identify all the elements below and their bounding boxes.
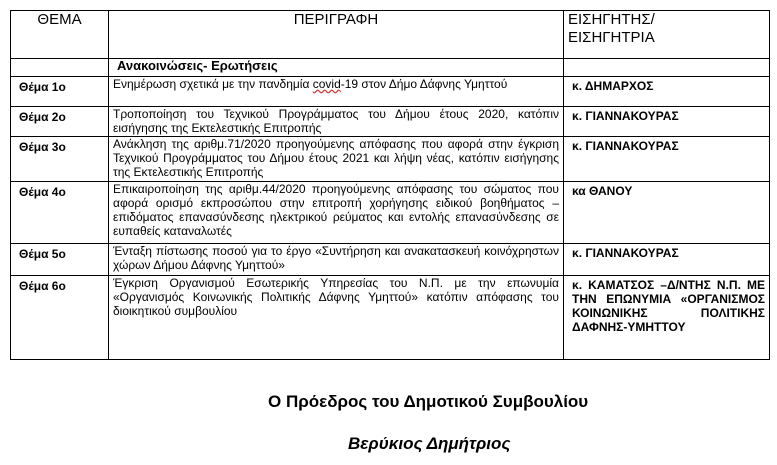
- item-rapporteur: κ. ΓΙΑΝΝΑΚΟΥΡΑΣ: [564, 137, 770, 182]
- item-description: Τροποποίηση του Τεχνικού Προγράμματος του Δήμου έτους 2020, κατόπιν εισήγησης της Εκτελεστικής Επιτροπής: [109, 107, 564, 137]
- section-title: Ανακοινώσεις- Ερωτήσεις: [109, 59, 564, 77]
- item-description-text: -19 στον Δήμο Δάφνης Υμηττού: [340, 77, 508, 91]
- section-row: [11, 59, 770, 77]
- signature-title: Ο Πρόεδρος του Δημοτικού Συμβουλίου: [268, 392, 589, 411]
- item-number: Θέμα 3ο: [11, 137, 109, 182]
- item-rapporteur: κα ΘΑΝΟΥ: [564, 182, 770, 244]
- header-rapporteur: [564, 11, 770, 59]
- item-description: Ανάκληση της αριθμ.71/2020 προηγούμενης απόφασης που αφορά στην έγκριση Τεχνικού Προγράμματος του Δήμου έτους 2021 και λήψη νέας, κατόπιν εισήγησης της Εκτελεστικής Επιτροπής: [109, 137, 564, 182]
- table-row: [11, 182, 770, 244]
- agenda-table: [10, 10, 770, 360]
- item-number: Θέμα 5ο: [11, 244, 109, 276]
- item-number: Θέμα 1ο: [11, 77, 109, 107]
- item-rapporteur: κ. ΓΙΑΝΝΑΚΟΥΡΑΣ: [564, 107, 770, 137]
- header-description: ΠΕΡΙΓΡΑΦΗ: [109, 11, 564, 59]
- signature-name: Βερύκιος Δημήτριος: [348, 434, 511, 453]
- item-number: Θέμα 6ο: [11, 276, 109, 360]
- item-description: Επικαιροποίηση της αριθμ.44/2020 προηγούμενης απόφασης του σώματος που αφορά ορισμό εκπροσώπου στην επιτροπή χορήγησης ειδικού βοηθήματος – επιδόματος επανασύνδεσης ηλεκτρικού ρεύματος και εντολής επανασύνδεσης σε ευπαθείς καταναλωτές: [109, 182, 564, 244]
- table-row: [11, 77, 770, 107]
- table-row: [11, 137, 770, 182]
- table-row: [11, 107, 770, 137]
- item-rapporteur: κ. ΓΙΑΝΝΑΚΟΥΡΑΣ: [564, 244, 770, 276]
- item-rapporteur: κ. ΔΗΜΑΡΧΟΣ: [564, 77, 770, 107]
- header-rapporteur-line1: ΕΙΣΗΓΗΤΗΣ/: [568, 11, 655, 28]
- table-row: [11, 244, 770, 276]
- item-description-text: Ενημέρωση σχετικά με την πανδημία: [113, 77, 313, 91]
- item-number: Θέμα 4ο: [11, 182, 109, 244]
- spellcheck-flagged-word: covid: [312, 77, 341, 91]
- header-rapporteur-line2: ΕΙΣΗΓΗΤΡΙΑ: [568, 29, 655, 46]
- item-description: Έγκριση Οργανισμού Εσωτερικής Υπηρεσίας του Ν.Π. με την επωνυμία «Οργανισμός Κοινωνικής Πολιτικής Δάφνης Υμηττού» κατόπιν απόφασης του διοικητικού συμβουλίου: [109, 276, 564, 360]
- item-number: Θέμα 2ο: [11, 107, 109, 137]
- table-row: [11, 276, 770, 360]
- item-description: Ένταξη πίστωσης ποσού για το έργο «Συντήρηση και ανακατασκευή κοινόχρηστων χώρων Δήμου Δάφνης Υμηττού»: [109, 244, 564, 276]
- item-rapporteur: κ. ΚΑΜΑΤΣΟΣ –Δ/ΝΤΗΣ Ν.Π. ΜΕ ΤΗΝ ΕΠΩΝΥΜΙΑ «ΟΡΓΑΝΙΣΜΟΣ ΚΟΙΝΩΝΙΚΗΣ ΠΟΛΙΤΙΚΗΣ ΔΑΦΝΗΣ-ΥΜΗΤΤΟΥ: [564, 276, 770, 360]
- header-subject: ΘΕΜΑ: [11, 11, 109, 59]
- item-description: [109, 77, 564, 107]
- header-row: [11, 11, 770, 59]
